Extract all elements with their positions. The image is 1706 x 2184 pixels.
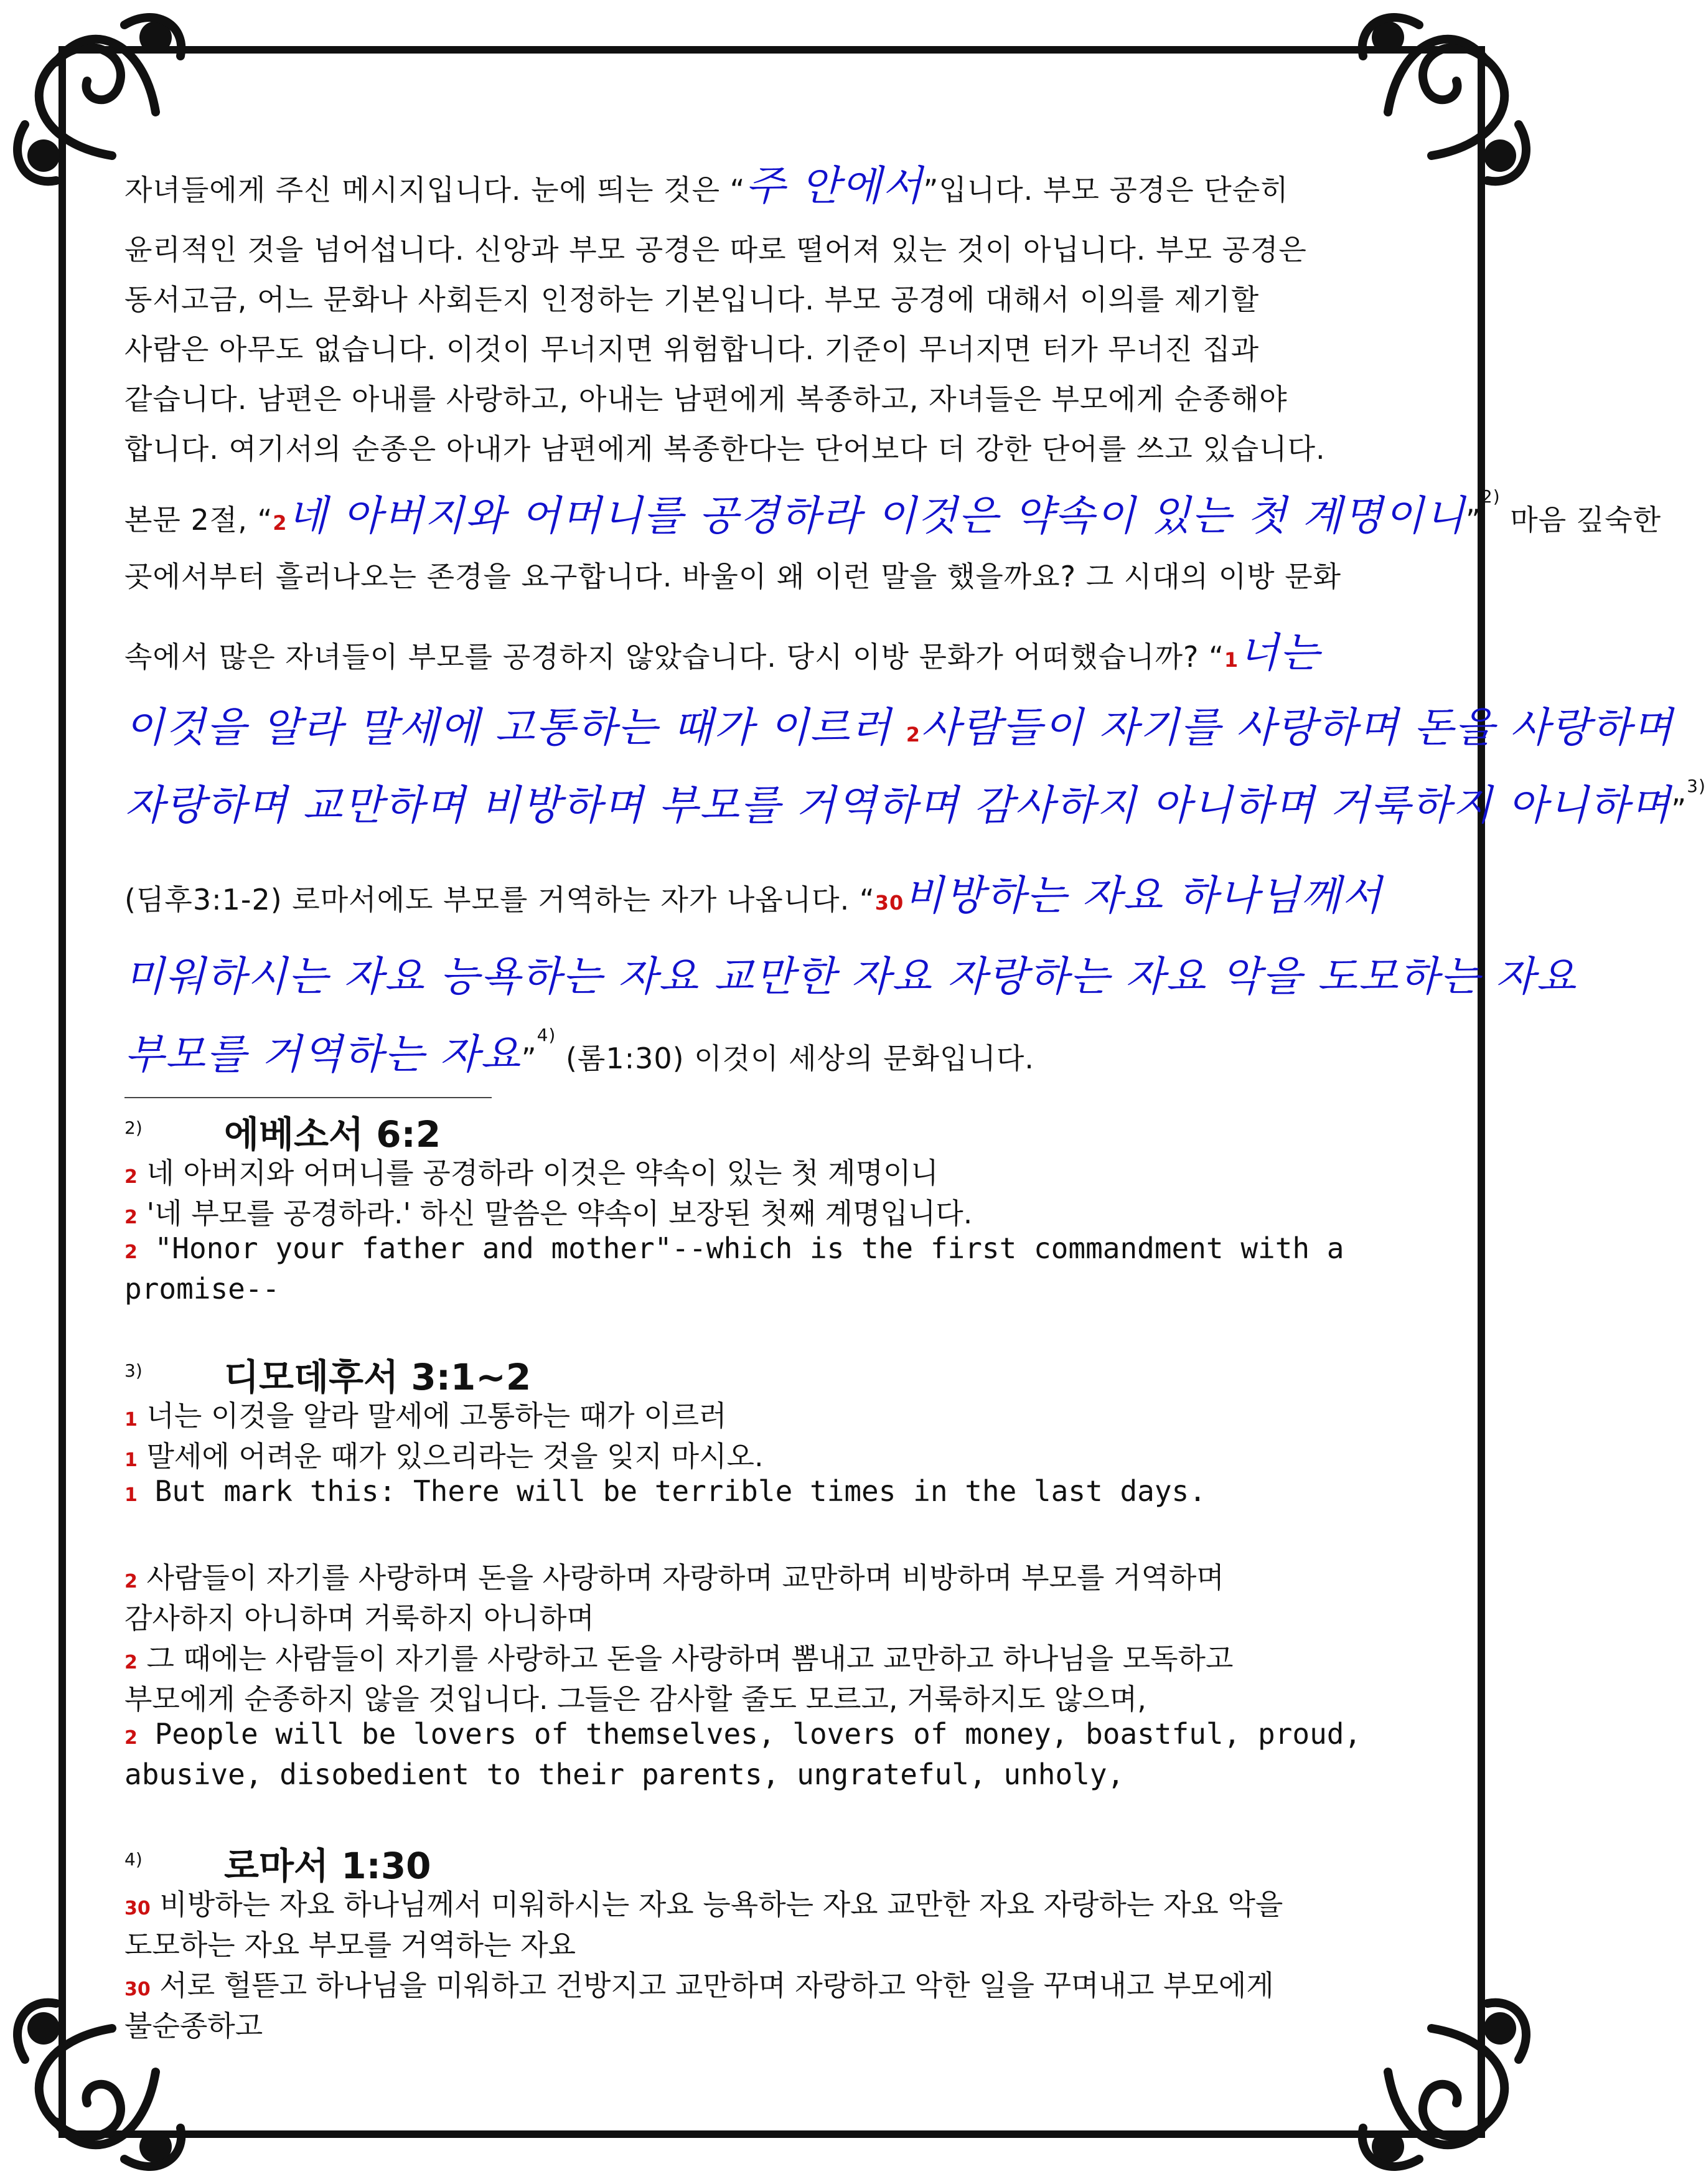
scripture-quote: 너는 [1239, 629, 1321, 677]
body-line [124, 554, 1341, 595]
footnote-title: 디모데후서 3:1~2 [224, 1356, 532, 1398]
body-text: ”입니다. 부모 공경은 단순히 [923, 173, 1289, 207]
body-line [124, 377, 1288, 418]
body-line [124, 1021, 1034, 1080]
footnote-text: 네 아버지와 어머니를 공경하라 이것은 약속이 있는 첫 계명이니 [137, 1156, 939, 1190]
body-text: 같습니다. 남편은 아내를 사랑하고, 아내는 남편에게 복종하고, 자녀들은 부모에게 순종해야 [124, 382, 1288, 416]
body-line [124, 943, 1577, 1002]
verse-number: 30 [124, 1898, 151, 1919]
footnote-line [124, 1191, 972, 1232]
footnote-divider [124, 1097, 492, 1098]
footnote-text: 말세에 어려운 때가 있으리라는 것을 잊지 마시오. [137, 1439, 764, 1473]
body-text: 본문 2절, “ [124, 503, 273, 537]
body-text: ” [1671, 793, 1687, 826]
footnote-text: 도모하는 자요 부모를 거역하는 자요 [124, 1928, 576, 1962]
footnote-text: 감사하지 아니하며 거룩하지 아니하며 [124, 1601, 594, 1635]
body-line [124, 426, 1326, 468]
verse-number: 1 [1224, 648, 1239, 672]
scripture-quote: 이것을 알라 말세에 고통하는 때가 이르러 [124, 704, 906, 751]
body-text: 사람은 아무도 없습니다. 이것이 무너지면 위험합니다. 기준이 무너지면 터가 무너진 집과 [124, 332, 1260, 366]
verse-number: 2 [124, 1652, 138, 1673]
footnote-line [124, 2003, 263, 2045]
verse-number: 2 [124, 1571, 138, 1593]
body-text: 자녀들에게 주신 메시지입니다. 눈에 띄는 것은 “ [124, 173, 746, 207]
footnote-line [124, 1717, 1361, 1751]
body-line [124, 862, 1383, 921]
footnote-line [124, 1151, 939, 1192]
scripture-quote: 부모를 거역하는 자요 [124, 1030, 522, 1078]
scripture-quote: 사람들이 자기를 사랑하며 돈을 사랑하며 [921, 704, 1674, 751]
footnote-title: 에베소서 6:2 [224, 1113, 441, 1156]
footnote-marker: 4) [124, 1849, 143, 1870]
footnote-title: 로마서 1:30 [224, 1845, 431, 1887]
footnote-line [124, 1596, 594, 1637]
footnote-marker: 2) [124, 1118, 143, 1138]
verse-number: 2 [124, 1727, 138, 1749]
footnote-text: "Honor your father and mother"--which is the first commandment with a [137, 1231, 1344, 1265]
footnote-text: But mark this: There will be terrible times in the last days. [137, 1474, 1206, 1508]
footnote-line [124, 1434, 764, 1475]
corner-ornament-top-right [1362, 17, 1526, 181]
footnote-line [124, 1677, 1146, 1718]
body-line [124, 153, 1289, 212]
body-text: 마음 깊숙한 [1500, 503, 1662, 537]
body-line [124, 327, 1259, 368]
verse-number: 2 [124, 1241, 138, 1263]
footnote-text: promise-- [124, 1272, 280, 1306]
body-line [124, 772, 1706, 831]
body-line [124, 482, 1661, 542]
body-text: 곳에서부터 흘러나오는 존경을 요구합니다. 바울이 왜 이런 말을 했을까요? 그 시대의 이방 문화 [124, 560, 1342, 593]
footnote-text: 비방하는 자요 하나님께서 미워하시는 자요 능욕하는 자요 교만한 자요 자랑하는 자요 악을 [150, 1888, 1283, 1921]
footnote-line [124, 1474, 1206, 1508]
body-text: (딤후3:1-2) 로마서에도 부모를 거역하는 자가 나옵니다. “ [124, 883, 875, 916]
scripture-quote: 네 아버지와 어머니를 공경하라 이것은 약속이 있는 첫 계명이니 [287, 492, 1466, 540]
footnote-line [124, 1555, 1224, 1596]
body-text: 합니다. 여기서의 순종은 아내가 남편에게 복종한다는 단어보다 더 강한 단어를 쓰고 있습니다. [124, 432, 1326, 466]
scripture-quote: 미워하시는 자요 능욕하는 자요 교만한 자요 자랑하는 자요 악을 도모하는 자요 [124, 953, 1577, 1000]
footnote-text: abusive, disobedient to their parents, ungrateful, unholy, [124, 1758, 1125, 1791]
footnote-text: 서로 헐뜯고 하나님을 미워하고 건방지고 교만하며 자랑하고 악한 일을 꾸며내고 부모에게 [150, 1969, 1274, 2002]
footnote-text: '네 부모를 공경하라.' 하신 말씀은 약속이 보장된 첫째 계명입니다. [137, 1197, 973, 1230]
footnote-line [124, 1636, 1233, 1677]
verse-number: 30 [874, 891, 904, 915]
footnote-text: 그 때에는 사람들이 자기를 사랑하고 돈을 사랑하며 뽐내고 교만하고 하나님을 모독하고 [137, 1642, 1234, 1675]
verse-number: 1 [124, 1484, 138, 1506]
verse-number: 1 [124, 1409, 138, 1431]
verse-number: 2 [906, 723, 921, 746]
footnote-line [124, 1923, 576, 1964]
scripture-quote: 주 안에서 [745, 162, 924, 210]
scripture-quote: 비방하는 자요 하나님께서 [904, 872, 1383, 920]
body-line [124, 277, 1259, 318]
scripture-quote: 자랑하며 교만하며 비방하며 부모를 거역하며 감사하지 아니하며 거룩하지 아니하며 [124, 781, 1672, 829]
footnote-line [124, 1231, 1344, 1265]
footnote-text: 부모에게 순종하지 않을 것입니다. 그들은 감사할 줄도 모르고, 거룩하지도 않으며, [124, 1682, 1146, 1716]
footnote-text: 사람들이 자기를 사랑하며 돈을 사랑하며 자랑하며 교만하며 비방하며 부모를 거역하며 [137, 1561, 1224, 1594]
verse-number: 1 [124, 1449, 138, 1471]
verse-number: 30 [124, 1979, 151, 2000]
body-line [124, 227, 1307, 268]
footnote-ref[interactable]: 4) [537, 1025, 556, 1045]
footnote-ref[interactable]: 3) [1687, 776, 1706, 796]
footnote-line [124, 1393, 727, 1434]
body-text: ” [521, 1042, 537, 1075]
footnote-text: 불순종하고 [124, 2009, 263, 2043]
verse-number: 2 [124, 1207, 138, 1228]
footnote-line [124, 1882, 1283, 1923]
footnote-marker: 3) [124, 1360, 143, 1381]
footnote-line [124, 1272, 279, 1306]
verse-number: 2 [273, 511, 288, 535]
footnote-line [124, 1963, 1274, 2004]
body-text: 윤리적인 것을 넘어섭니다. 신앙과 부모 공경은 따로 떨어져 있는 것이 아닙니다. 부모 공경은 [124, 233, 1307, 266]
body-text: (롬1:30) 이것이 세상의 문화입니다. [556, 1042, 1034, 1075]
body-text: 동서고금, 어느 문화나 사회든지 인정하는 기본입니다. 부모 공경에 대해서 이의를 제기할 [124, 283, 1260, 316]
footnote-text: People will be lovers of themselves, lovers of money, boastful, proud, [137, 1717, 1362, 1751]
footnote-line [124, 1758, 1124, 1791]
footnote-text: 너는 이것을 알라 말세에 고통하는 때가 이르러 [137, 1399, 727, 1433]
footnote-ref[interactable]: 2) [1481, 486, 1501, 507]
body-line [124, 619, 1321, 679]
body-line [124, 694, 1674, 753]
verse-number: 2 [124, 1166, 138, 1188]
body-text: 속에서 많은 자녀들이 부모를 공경하지 않았습니다. 당시 이방 문화가 어떠했습니까? “ [124, 640, 1224, 674]
corner-ornament-bottom-right [1362, 2003, 1526, 2167]
body-text: ” [1466, 503, 1481, 537]
